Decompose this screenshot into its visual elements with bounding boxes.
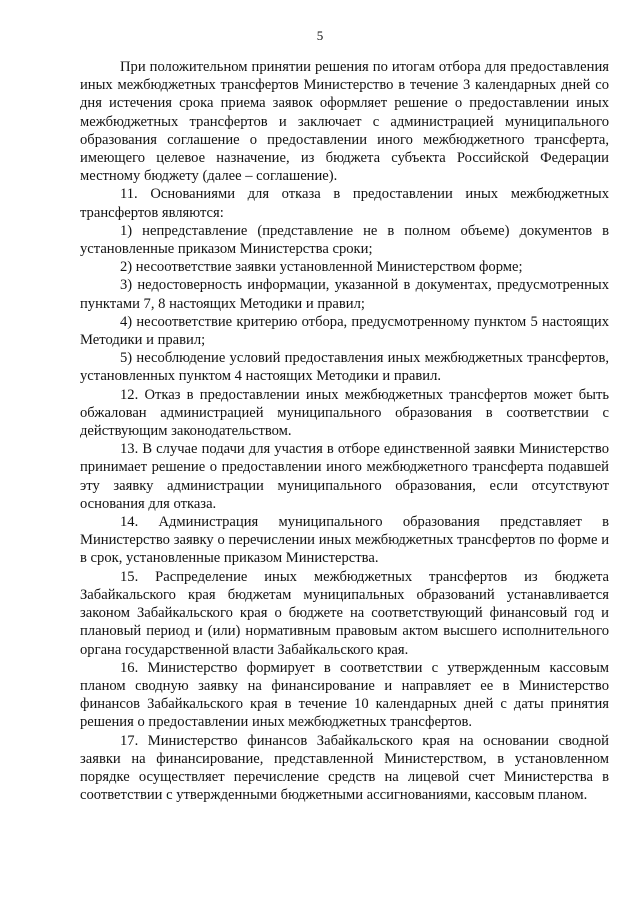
- page-number: 5: [316, 28, 324, 43]
- refusal-ground-2: 2) несоответствие заявки установленной Министерством форме;: [120, 259, 523, 276]
- refusal-ground-1: 1) непредставление (представление не в полном объеме) документов в установленные приказом Министерства сроки;: [80, 222, 609, 258]
- refusal-ground-3: 3) недостоверность информации, указанной в документах, предусмотренных пунктами 7, 8 настоящих Методики и правил;: [80, 277, 609, 312]
- paragraph-15-distribution: 15. Распределение иных межбюджетных трансфертов из бюджета Забайкальского края бюджетам муниципальных образований устанавливается законом Забайкальского края о бюджете на соответствующий финансовый год и плановый период и (или) нормативным правовым актом высшего исполнительного органа государственной власти Забайкальского края.: [80, 568, 609, 658]
- paragraph-16-consolidated-request: 16. Министерство формирует в соответствии с утвержденным кассовым планом сводную заявку на финансирование и направляет ее в Министерство финансов Забайкальского края в течение 10 календарных дней с даты принятия решения о предоставлении иных межбюджетных трансфертов.: [80, 659, 609, 731]
- paragraph-11-refusal-grounds: 11. Основаниями для отказа в предоставлении иных межбюджетных трансфертов являются:: [80, 186, 609, 221]
- paragraph-17-funds-transfer: 17. Министерство финансов Забайкальского края на основании сводной заявки на финансирование, представленной Министерством, в установленном порядке осуществляет перечисление средств на лицевой счет Министерства в соответствии с утвержденными бюджетными ассигнованиями, кассовым планом.: [80, 732, 609, 804]
- paragraph-12-appeal: 12. Отказ в предоставлении иных межбюджетных трансфертов может быть обжалован администрацией муниципального образования в соответствии с действующим законодательством.: [80, 386, 609, 440]
- paragraph-13-single-application: 13. В случае подачи для участия в отборе единственной заявки Министерство принимает решение о предоставлении иного межбюджетного трансферта подавшей эту заявку администрации муниципального образования, если отсутствуют основания для отказа.: [80, 441, 609, 512]
- paragraph-14-transfer-request: 14. Администрация муниципального образования представляет в Министерство заявку о перечислении иных межбюджетных трансфертов по форме и в срок, установленные приказом Министерства.: [80, 514, 609, 567]
- refusal-ground-5: 5) несоблюдение условий предоставления иных межбюджетных трансфертов, установленных пунктом 4 настоящих Методики и правил.: [80, 350, 609, 385]
- refusal-ground-4: 4) несоответствие критерию отбора, предусмотренному пунктом 5 настоящих Методики и правил;: [80, 313, 609, 349]
- document-body: [80, 58, 609, 804]
- paragraph-approval-decision: При положительном принятии решения по итогам отбора для предоставления иных межбюджетных трансфертов Министерство в течение 3 календарных дней со дня истечения срока приема заявок оформляет решение о предоставлении иных межбюджетных трансфертов и заключает с администрацией муниципального образования соглашение о предоставлении иного межбюджетного трансферта, имеющего целевое назначение, из бюджета субъекта Российской Федерации местному бюджету (далее – соглашение).: [80, 59, 609, 185]
